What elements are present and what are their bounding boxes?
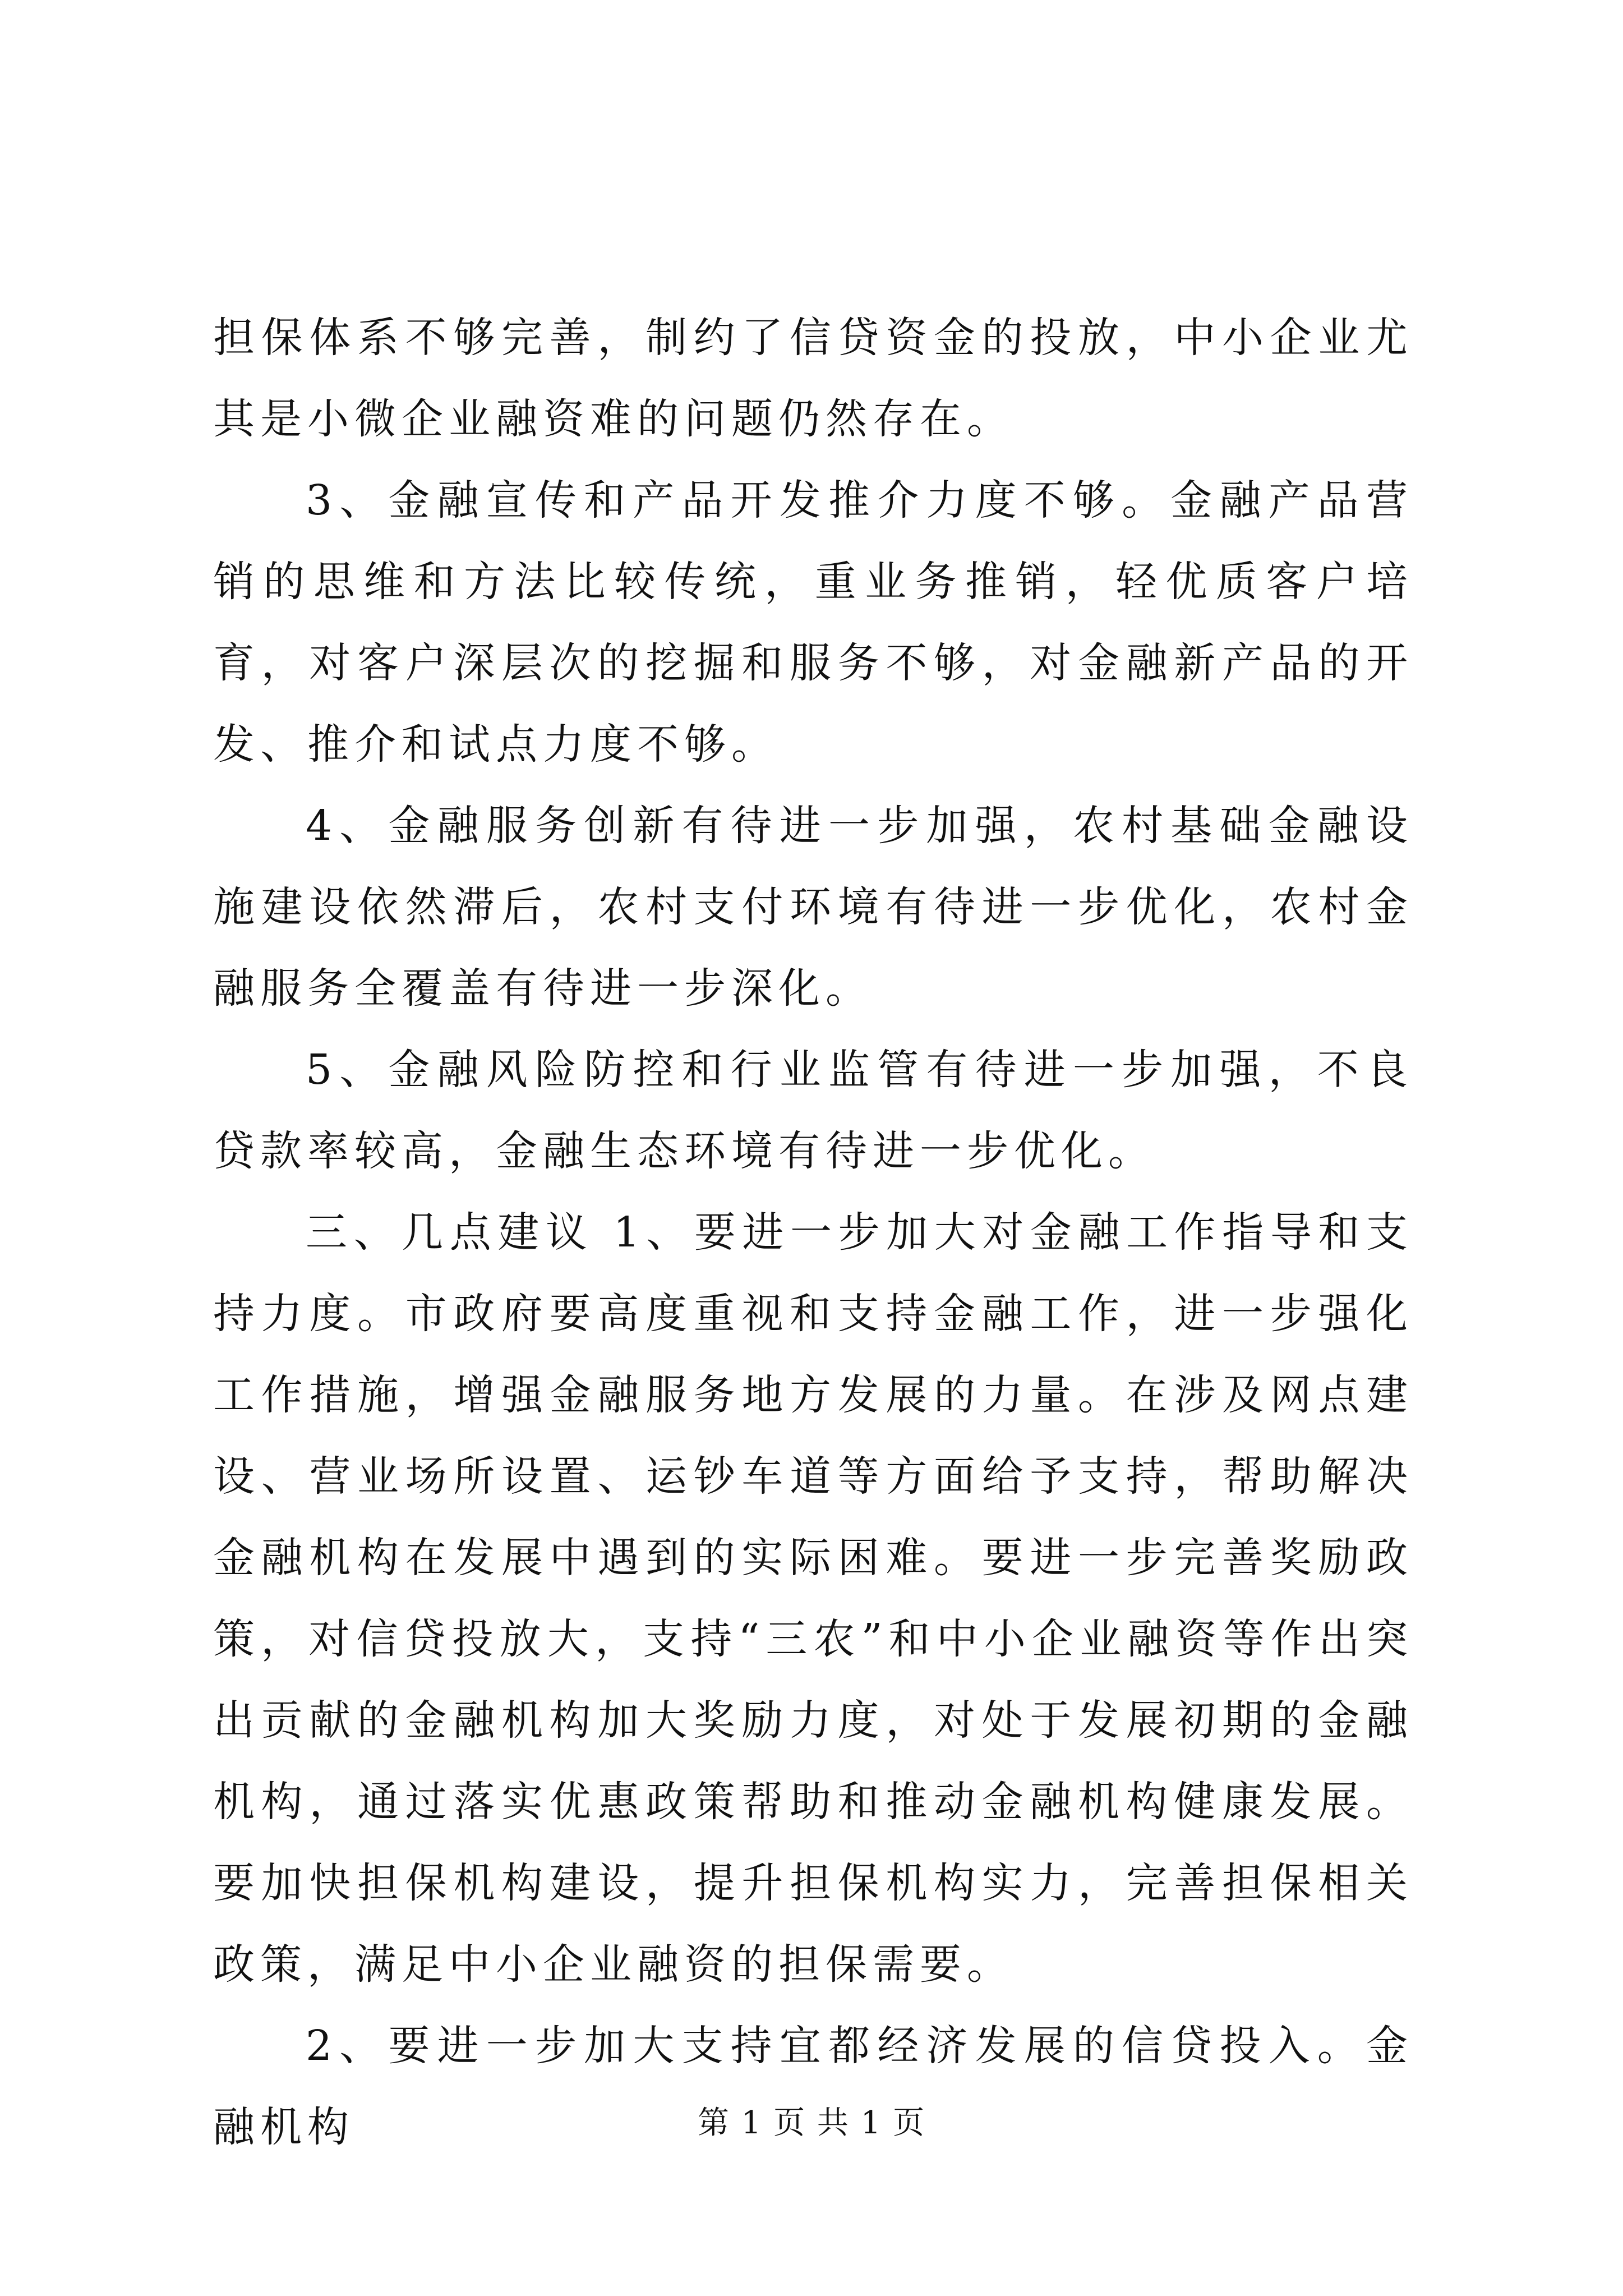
paragraph-point-3: 3、金融宣传和产品开发推介力度不够。金融产品营销的思维和方法比较传统，重业务推销，轻优质客户培育，对客户深层次的挖掘和服务不够，对金融新产品的开发、推介和试点力度不够。	[213, 476, 1413, 769]
paragraph-guarantee-system: 担保体系不够完善，制约了信贷资金的投放，中小企业尤其是小微企业融资难的问题仍然存在。	[213, 314, 1413, 443]
paragraph-suggestion-2: 2、要进一步加大支持宜都经济发展的信贷投入。金融机构	[213, 2022, 1413, 2151]
page-footer: 第 1 页 共 1 页	[697, 2105, 926, 2141]
paragraph-point-5: 5、金融风险防控和行业监管有待进一步加强，不良贷款率较高，金融生态环境有待进一步优化。	[213, 1046, 1413, 1175]
paragraph-point-4: 4、金融服务创新有待进一步加强，农村基础金融设施建设依然滞后，农村支付环境有待进一步优化，农村金融服务全覆盖有待进一步深化。	[213, 802, 1413, 1013]
paragraph-suggestions: 三、几点建议 1、要进一步加大对金融工作指导和支持力度。市政府要高度重视和支持金融工作，进一步强化工作措施，增强金融服务地方发展的力量。在涉及网点建设、营业场所设置、运钞车道等方面给予支持，帮助解决金融机构在发展中遇到的实际困难。要进一步完善奖励政策，对信贷投放大，支持“三农”和中小企业融资等作出突出贡献的金融机构加大奖励力度，对处于发展初期的金融机构，通过落实优惠政策帮助和推动金融机构健康发展。要加快担保机构建设，提升担保机构实力，完善担保相关政策，满足中小企业融资的担保需要。	[213, 1208, 1413, 1989]
document-body	[213, 297, 1413, 2168]
